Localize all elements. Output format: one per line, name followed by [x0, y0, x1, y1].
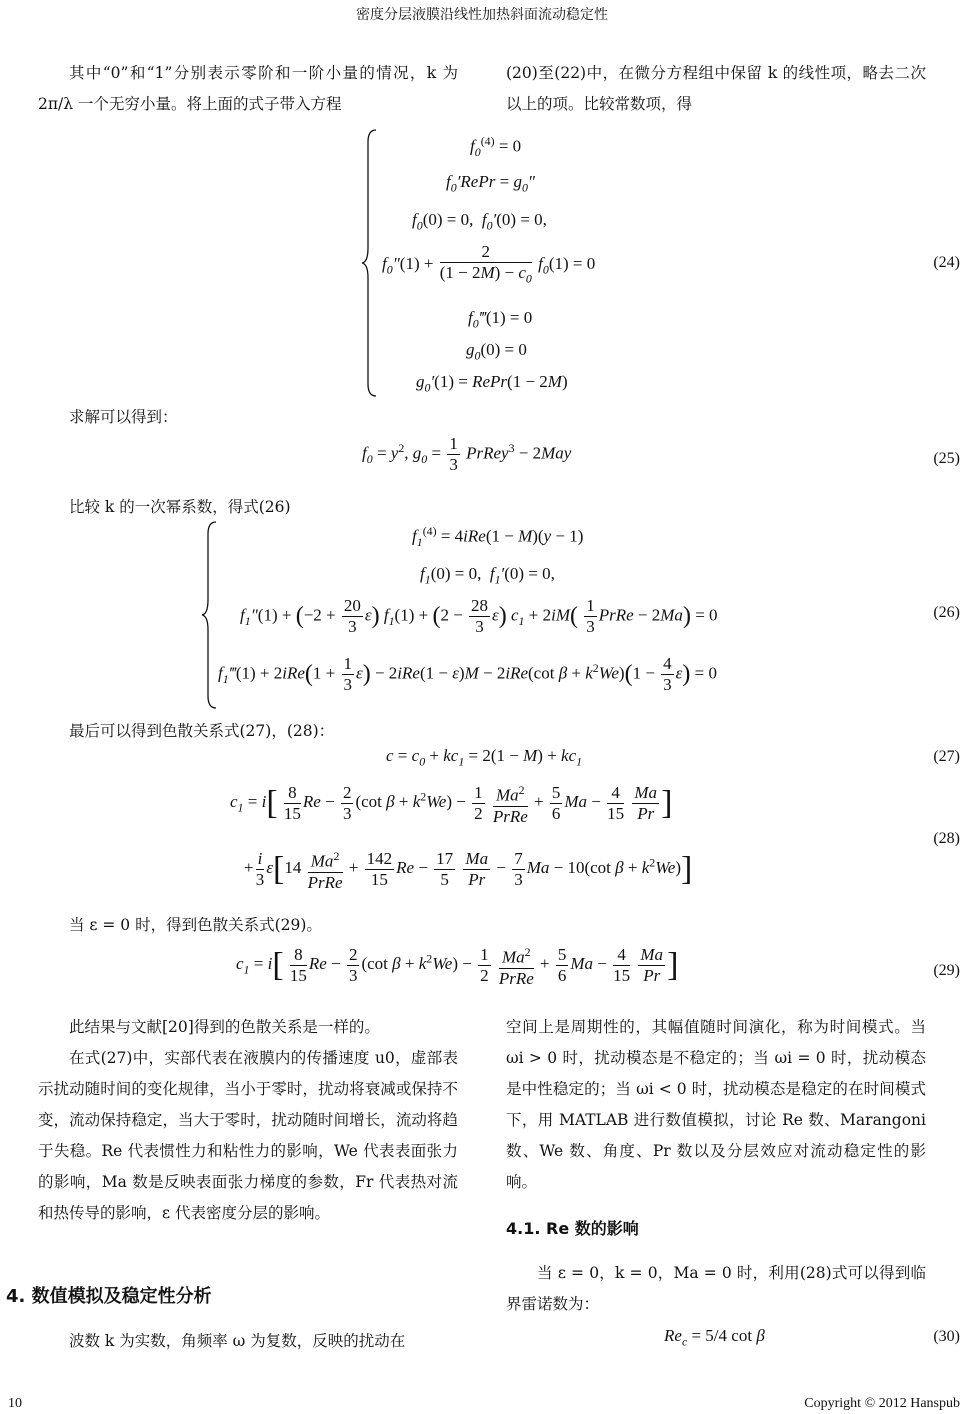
equation-25-number: (25)	[933, 450, 960, 467]
equation-30: $Re_c = 5/4$ cot β	[664, 1326, 765, 1349]
equation-28-line-2: + $\frac{i}{3}$ ε[14 $\frac{Ma^2}{\text{PrRe}}$ + $\frac{142}{15}$ Re − $\frac{17}{5}$ $\frac{Ma}{Pr}$ − $\frac{7}{3}$ Ma − 10(cot $\beta + k^2We$)]	[244, 846, 692, 893]
left-paragraph-2: 在式(27)中，实部代表在液膜内的传播速度 u0，虚部表示扰动随时间的变化规律，当小于零时，扰动将衰减或保持不变，流动保持稳定，当大于零时，扰动随时间增长，流动将趋于失稳。Re 代表惯性力和粘性力的影响，We 代表表面张力的影响，Ma 数是反映表面张力梯度的参数，Fr 代表热对流和热传导的影响，ε 代表密度分层的影响。	[38, 1049, 458, 1222]
equation-25: $f_0 = y^2$, $g_0$ = $\frac{1}{3}$ PrRey$^3$ − 2May	[362, 434, 572, 474]
copyright: Copyright © 2012 Hanspub	[804, 1396, 960, 1411]
page-number: 10	[8, 1396, 22, 1411]
left-brace	[200, 520, 220, 710]
running-title: 密度分层液膜沿线性加热斜面流动稳定性	[356, 7, 608, 23]
equation-26-number: (26)	[933, 604, 960, 621]
equation-27-number: (27)	[933, 748, 960, 765]
equation-29-number: (29)	[933, 962, 960, 979]
equation-26: $f_1^{(4)} = 4iRe(1 - M)(y - 1)$ $f_1(0) = 0$, $f_1'(0) = 0$, $f_1''(1) + (-2$ + $\frac{20}{3}$ ε) $f_1(1) + (2$ − $\frac{28}{3}$ ε) $c_1 + 2iM$( $\frac{1}{3}$ PrRe − 2Ma) = 0 $f_1‴(1) + 2iRe(1$ + $\frac{1}{3}$ ε) − 2iRe(1 − ε)M − 2iRe(cot $\beta + k^2We)(1$ − $\frac{4}{3}$ ε) = 0	[200, 520, 820, 710]
left-paragraph-3: 波数 k 为实数，角频率 ω 为复数，反映的扰动在	[69, 1332, 406, 1350]
equation-28-line-1: $c_1 = i$[ $\frac{8}{15}$ Re − $\frac{2}{3}$ (cot $\beta + k^2We$) − $\frac{1}{2}$ $\frac{Ma^2}{\text{PrRe}}$ + $\frac{5}{6}$ Ma − $\frac{4}{15}$ $\frac{Ma}{Pr}$ ]	[230, 780, 672, 827]
solve-label: 求解可以得到：	[69, 408, 178, 426]
equation-27: $c = c_0 + kc_1 = 2(1 - M) + kc_1$	[386, 746, 583, 769]
right-paragraph-2: 当 ε = 0，k = 0，Ma = 0 时，利用(28)式可以得到临界雷诺数为：	[506, 1264, 926, 1313]
section-title: 4. 数值模拟及稳定性分析	[6, 1286, 212, 1307]
equation-29: $c_1 = i$[ $\frac{8}{15}$ Re − $\frac{2}{3}$ (cot $\beta + k^2We$) − $\frac{1}{2}$ $\frac{Ma^2}{\text{PrRe}}$ + $\frac{5}{6}$ Ma − $\frac{4}{15}$ $\frac{Ma}{Pr}$ ]	[236, 942, 678, 989]
intro-paragraph-right: (20)至(22)中，在微分方程组中保留 k 的线性项，略去二次以上的项。比较常数项，得	[506, 64, 926, 113]
dispersion-label: 最后可以得到色散关系式(27)，(28)：	[69, 722, 335, 740]
eps-zero-label: 当 ε = 0 时，得到色散关系式(29)。	[69, 916, 322, 934]
subsection-title: 4.1. Re 数的影响	[506, 1219, 639, 1238]
equation-24-number: (24)	[933, 254, 960, 271]
compare-k-label: 比较 k 的一次幂系数，得式(26)	[69, 498, 291, 516]
right-paragraph-1: 空间上是周期性的，其幅值随时间演化，称为时间模式。当 ωi > 0 时，扰动模态是不稳定的；当 ωi = 0 时，扰动模态是中性稳定的；当 ωi < 0 时，扰动模态是稳定的在时间模式下，用 MATLAB 进行数值模拟，讨论 Re 数、Marangoni 数、We 数、角度、Pr 数以及分层效应对流动稳定性的影响。	[506, 1018, 926, 1191]
left-brace	[360, 128, 380, 398]
equation-30-number: (30)	[933, 1328, 960, 1345]
equation-24: $f_0^{(4)} = 0$ $f_0'RePr = g_0''$ $f_0(0) = 0$, $f_0'(0) = 0$, $f_0''(1)$ + $\frac{2}{(1 - 2M) - c_0}$ $f_0(1) = 0$ $f_0‴(1) = 0$ $g_0(0) = 0$ $g_0'(1)$ = RePr(1 − 2M)	[360, 128, 660, 398]
equation-28-number: (28)	[933, 830, 960, 847]
left-paragraph-1: 此结果与文献[20]得到的色散关系是一样的。	[69, 1018, 380, 1036]
intro-paragraph-left: 其中“0”和“1”分别表示零阶和一阶小量的情况，k 为 2π/λ 一个无穷小量。将上面的式子带入方程	[38, 64, 458, 113]
